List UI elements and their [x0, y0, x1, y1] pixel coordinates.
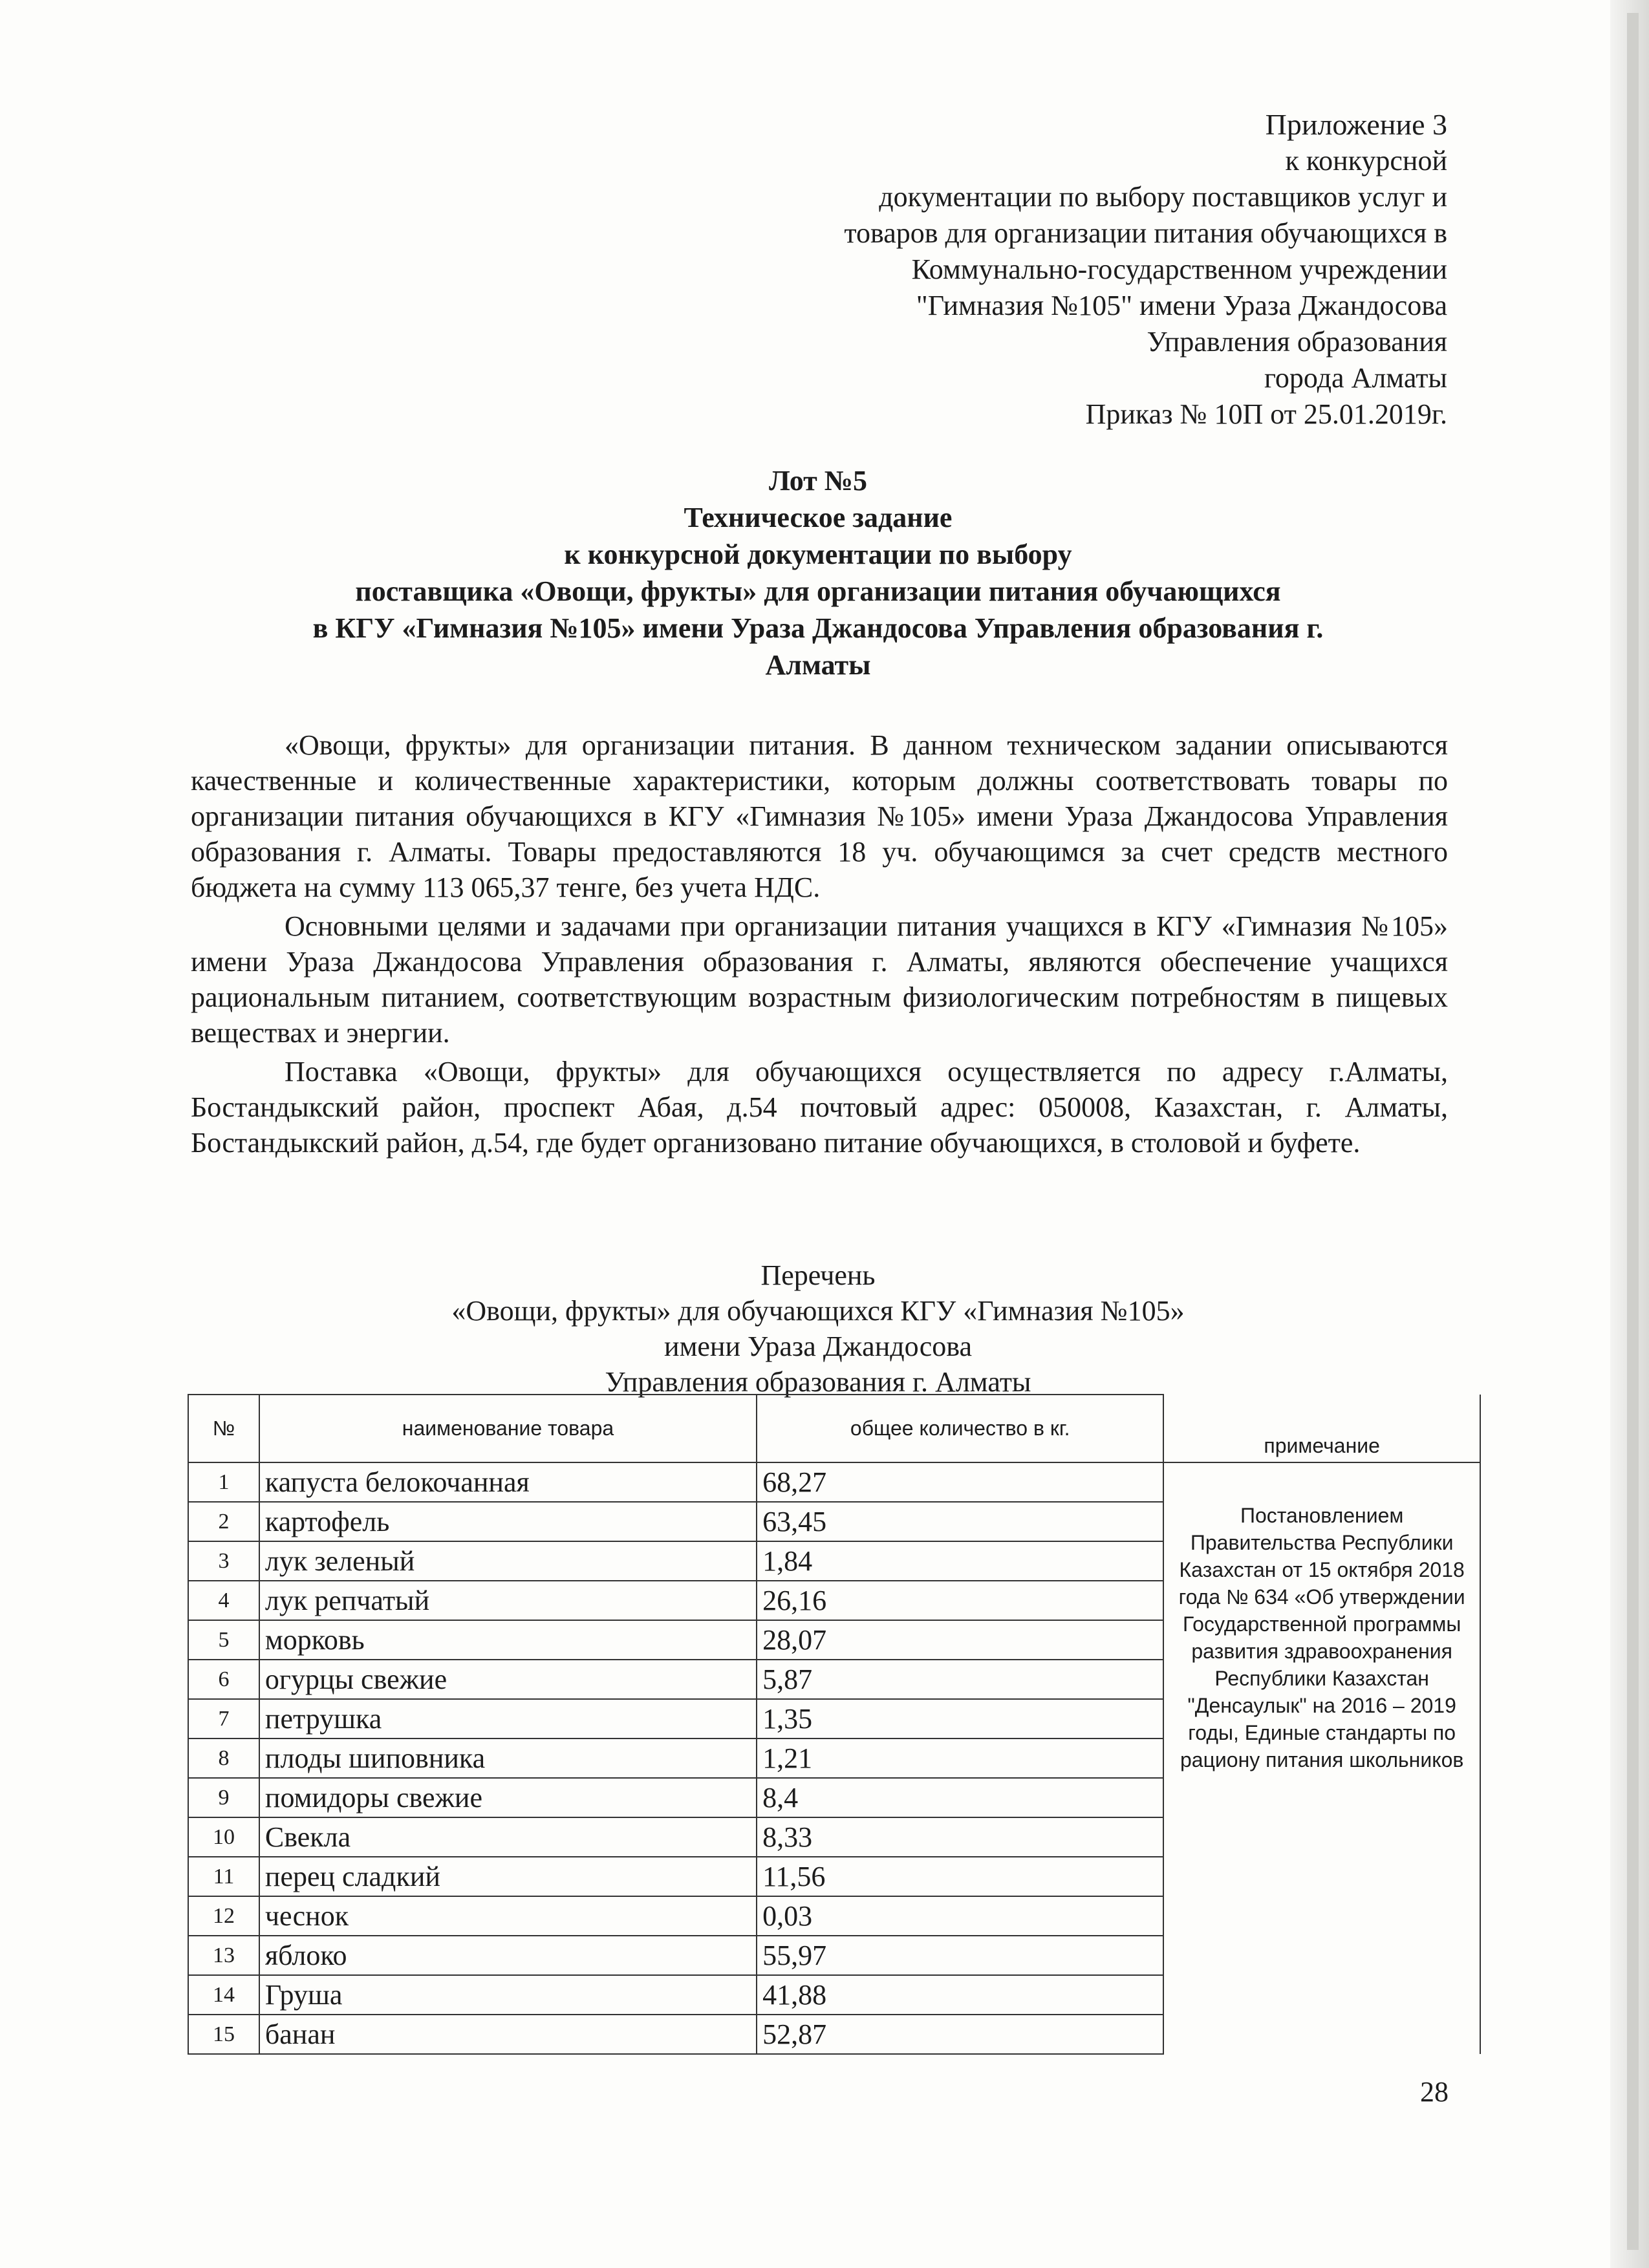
row-number: 10	[188, 1817, 259, 1857]
product-name: морковь	[259, 1620, 757, 1660]
heading-line: в КГУ «Гимназия №105» имени Ураза Джандосова Управления образования г.	[312, 612, 1324, 644]
body-text	[191, 727, 1448, 1164]
product-name: перец сладкий	[259, 1857, 757, 1896]
row-number: 11	[188, 1857, 259, 1896]
product-name: лук зеленый	[259, 1541, 757, 1581]
appendix-line: документации по выбору поставщиков услуг и	[879, 181, 1447, 213]
row-number: 2	[188, 1502, 259, 1541]
lot-title: Лот №5	[769, 465, 867, 497]
paragraph: Основными целями и задачами при организации питания учащихся в КГУ «Гимназия №105» имени Ураза Джандосова Управления образования г. Алматы, являются обеспечение учащихся рациональным питанием, соответствующим возрастным физиологическим потребностям в пищевых веществах и энергии.	[191, 910, 1448, 1049]
row-number: 14	[188, 1975, 259, 2015]
product-quantity: 5,87	[757, 1660, 1163, 1699]
product-name: плоды шиповника	[259, 1738, 757, 1778]
scan-shadow-stripe	[1627, 13, 1639, 2250]
product-name: Груша	[259, 1975, 757, 2015]
heading-line: Алматы	[765, 649, 871, 681]
header-quantity: общее количество в кг.	[757, 1395, 1163, 1462]
row-number: 15	[188, 2015, 259, 2054]
paragraph: Поставка «Овощи, фрукты» для обучающихся осуществляется по адресу г.Алматы, Бостандыкский район, проспект Абая, д.54 почтовый адрес: 050008, Казахстан, г. Алматы, Бостандыкский район, д.54, где будет организовано питание обучающихся, в столовой и буфете.	[191, 1056, 1448, 1159]
appendix-line: Управления образования	[1147, 326, 1447, 358]
appendix-line: товаров для организации питания обучающихся в	[844, 217, 1447, 249]
document-heading	[181, 462, 1455, 683]
appendix-line: "Гимназия №105" имени Ураза Джандосова	[916, 290, 1447, 321]
product-name: помидоры свежие	[259, 1778, 757, 1817]
row-number: 1	[188, 1462, 259, 1502]
product-name: огурцы свежие	[259, 1660, 757, 1699]
row-number: 3	[188, 1541, 259, 1581]
row-number: 12	[188, 1896, 259, 1936]
product-name: чеснок	[259, 1896, 757, 1936]
heading-line: поставщика «Овощи, фрукты» для организации питания обучающихся	[355, 575, 1281, 607]
product-name: яблоко	[259, 1936, 757, 1975]
list-title-line: Управления образования г. Алматы	[605, 1366, 1031, 1398]
product-quantity: 52,87	[757, 2015, 1163, 2054]
table-row	[188, 1462, 1480, 1502]
product-name: петрушка	[259, 1699, 757, 1738]
product-quantity: 41,88	[757, 1975, 1163, 2015]
row-number: 9	[188, 1778, 259, 1817]
product-name: картофель	[259, 1502, 757, 1541]
appendix-line: к конкурсной	[1285, 145, 1447, 177]
scan-edge	[1610, 0, 1649, 2268]
product-quantity: 26,16	[757, 1581, 1163, 1620]
product-quantity: 11,56	[757, 1857, 1163, 1896]
goods-table	[188, 1394, 1481, 2055]
row-number: 6	[188, 1660, 259, 1699]
product-quantity: 8,4	[757, 1778, 1163, 1817]
product-quantity: 68,27	[757, 1462, 1163, 1502]
row-number: 7	[188, 1699, 259, 1738]
row-number: 13	[188, 1936, 259, 1975]
table-header-row	[188, 1395, 1480, 1462]
product-quantity: 1,21	[757, 1738, 1163, 1778]
product-quantity: 0,03	[757, 1896, 1163, 1936]
row-number: 4	[188, 1581, 259, 1620]
list-title-line: Перечень	[760, 1259, 876, 1291]
row-number: 8	[188, 1738, 259, 1778]
list-title-line: имени Ураза Джандосова	[664, 1331, 972, 1362]
appendix-block	[607, 107, 1447, 433]
header-number: №	[188, 1395, 259, 1462]
product-name: банан	[259, 2015, 757, 2054]
order-reference: Приказ № 10П от 25.01.2019г.	[1085, 398, 1447, 430]
product-quantity: 1,35	[757, 1699, 1163, 1738]
appendix-line: Приложение 3	[1265, 108, 1447, 141]
list-title-line: «Овощи, фрукты» для обучающихся КГУ «Гимназия №105»	[451, 1295, 1185, 1327]
heading-line: к конкурсной документации по выбору	[564, 539, 1072, 570]
paragraph: «Овощи, фрукты» для организации питания. В данном техническом задании описываются качественные и количественные характеристики, которым должны соответствовать товары по организации питания обучающихся в КГУ «Гимназия №105» имени Ураза Джандосова Управления образования г. Алматы. Товары предоставляются 18 уч. обучающимся за счет средств местного бюджета на сумму 113 065,37 тенге, без учета НДС.	[191, 729, 1448, 903]
page-number: 28	[1420, 2076, 1449, 2108]
heading-line: Техническое задание	[684, 502, 953, 533]
header-name: наименование товара	[259, 1395, 757, 1462]
product-quantity: 55,97	[757, 1936, 1163, 1975]
product-quantity: 1,84	[757, 1541, 1163, 1581]
product-name: капуста белокочанная	[259, 1462, 757, 1502]
appendix-line: города Алматы	[1264, 362, 1447, 394]
appendix-line: Коммунально-государственном учреждении	[911, 253, 1447, 285]
product-name: Свекла	[259, 1817, 757, 1857]
note-cell: Постановлением Правительства Республики Казахстан от 15 октября 2018 года № 634 «Об утверждении Государственной программы развития здравоохранения Республики Казахстан "Денсаулык" на 2016 – 2019 годы, Единые стандарты по рациону питания школьников	[1163, 1462, 1480, 2054]
row-number: 5	[188, 1620, 259, 1660]
header-note: примечание	[1163, 1395, 1480, 1462]
product-name: лук репчатый	[259, 1581, 757, 1620]
product-quantity: 8,33	[757, 1817, 1163, 1857]
product-quantity: 63,45	[757, 1502, 1163, 1541]
product-quantity: 28,07	[757, 1620, 1163, 1660]
list-title	[181, 1257, 1455, 1400]
